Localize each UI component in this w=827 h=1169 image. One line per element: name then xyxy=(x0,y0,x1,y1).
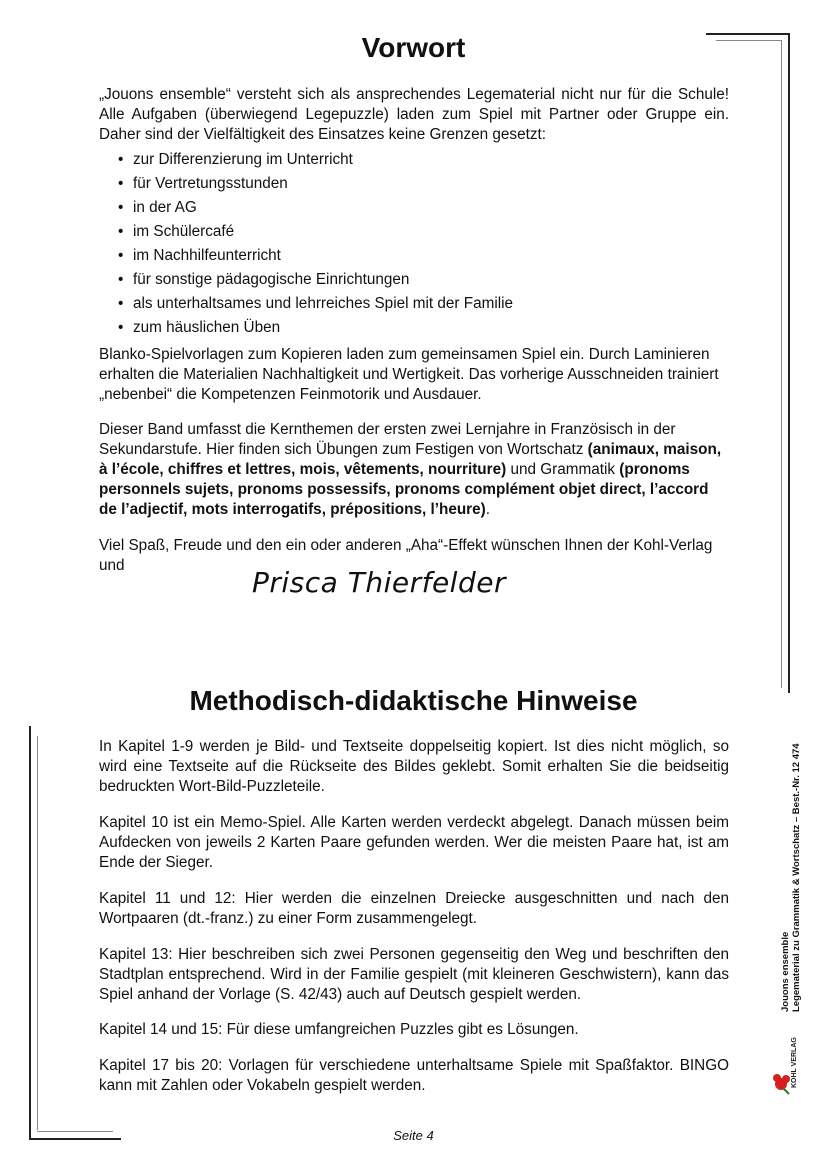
list-item: • für sonstige pädagogische Einrichtungen xyxy=(99,268,513,292)
side-imprint xyxy=(780,743,802,1012)
list-item: • zur Differenzierung im Unterricht xyxy=(99,148,513,172)
hinweise-paragraph: Kapitel 17 bis 20: Vorlagen für verschiedene unterhaltsame Spiele mit Spaßfaktor. BINGO kann mit Zahlen oder Vokabeln gespielt werden. xyxy=(99,1057,729,1094)
kohl-verlag-logo xyxy=(769,1026,803,1096)
logo-text: KOHL VERLAG xyxy=(791,1037,798,1088)
author-signature: Prisca Thierfelder xyxy=(252,566,506,599)
band-text-1: Dieser Band umfasst die Kernthemen der ersten zwei Lernjahre in Französisch in der Sekundarstufe. Hier finden sich Übungen zum Festigen von Wortschatz xyxy=(99,421,676,458)
list-item: • in der AG xyxy=(99,196,513,220)
band-text-2: und Grammatik xyxy=(506,461,620,478)
hinweise-paragraph: Kapitel 13: Hier beschreiben sich zwei Personen gegenseitig den Weg und beschriften den Stadtplan entsprechend. Wird in der Familie gespielt (mit kleineren Geschwistern), kann das Spiel anhand der Vorlage (S. 42/43) auch auf Deutsch gespielt werden. xyxy=(99,946,729,1003)
frame-bottom-left-vertical xyxy=(29,726,31,1140)
vorwort-blanko: Blanko-Spielvorlagen zum Kopieren laden zum gemeinsamen Spiel ein. Durch Laminieren erhalten die Materialien Nachhaltigkeit und Wertigkeit. Das vorherige Ausschneiden trainiert „nebenbei“ die Kompetenzen Feinmotorik und Ausdauer. xyxy=(99,346,719,403)
list-item: • für Vertretungsstunden xyxy=(99,172,513,196)
logo-stem xyxy=(783,1088,789,1094)
logo-flower-petal xyxy=(782,1075,790,1083)
list-item: • zum häuslichen Üben xyxy=(99,316,513,340)
vorwort-intro: „Jouons ensemble“ versteht sich als ansprechendes Legematerial nicht nur für die Schule! Alle Aufgaben (überwiegend Legepuzzle) laden zum Spiel mit Partner oder Gruppe ein. Daher sind der Vielfältigkeit des Einsatzes keine Grenzen gesetzt: xyxy=(99,86,729,143)
side-imprint-line2: Legematerial zu Grammatik & Wortschatz – Best.-Nr. 12 474 xyxy=(791,743,802,1012)
band-text-3: . xyxy=(485,501,490,518)
list-item: • im Schülercafé xyxy=(99,220,513,244)
hinweise-title: Methodisch-didaktische Hinweise xyxy=(189,685,638,716)
vorwort-title: Vorwort xyxy=(361,32,466,63)
logo-flower-petal xyxy=(773,1074,781,1082)
frame-bottom-left-inner-vertical xyxy=(37,736,38,1130)
side-imprint-line1: Jouons ensemble xyxy=(780,931,791,1012)
hinweise-paragraph: Kapitel 11 und 12: Hier werden die einzelnen Dreiecke ausgeschnitten und nach den Wortpaaren (dt.-franz.) zu einer Form zusammengelegt. xyxy=(99,890,729,927)
list-item: • im Nachhilfeunterricht xyxy=(99,244,513,268)
band-bold-vocab: (animaux, maison, à l’école, chiffres et lettres, mois, vêtements, nourriture) xyxy=(99,441,722,478)
list-item: • als unterhaltsames und lehrreiches Spiel mit der Familie xyxy=(99,292,513,316)
frame-top-right-inner-vertical xyxy=(781,40,782,688)
hinweise-paragraph: Kapitel 10 ist ein Memo-Spiel. Alle Karten werden verdeckt abgelegt. Danach müssen beim Aufdecken von jeweils 2 Karten Paare gefunden werden. Wer die meisten Paare hat, ist am Ende der Sieger. xyxy=(99,814,729,871)
hinweise-paragraph: Kapitel 14 und 15: Für diese umfangreichen Puzzles gibt es Lösungen. xyxy=(99,1021,579,1038)
page-number: Seite 4 xyxy=(393,1128,434,1143)
vorwort-band xyxy=(99,420,729,520)
vorwort-bullet-list xyxy=(99,148,513,340)
band-bold-grammar: (pronoms personnels sujets, pronoms possessifs, pronoms complément objet direct, l’accord de l’adjectif, mots interrogatifs, prépositions, l’heure) xyxy=(99,461,709,518)
vorwort-closing: Viel Spaß, Freude und den ein oder anderen „Aha“-Effekt wünschen Ihnen der Kohl-Verlag und xyxy=(99,537,713,574)
frame-top-right-vertical xyxy=(788,33,790,693)
hinweise-paragraph: In Kapitel 1-9 werden je Bild- und Textseite doppelseitig kopiert. Ist dies nicht möglich, so wird eine Textseite auf die Rückseite des Bildes geklebt. Somit erhalten Sie die beidseitig bedruckten Wort-Bild-Puzzleteile. xyxy=(99,738,729,795)
